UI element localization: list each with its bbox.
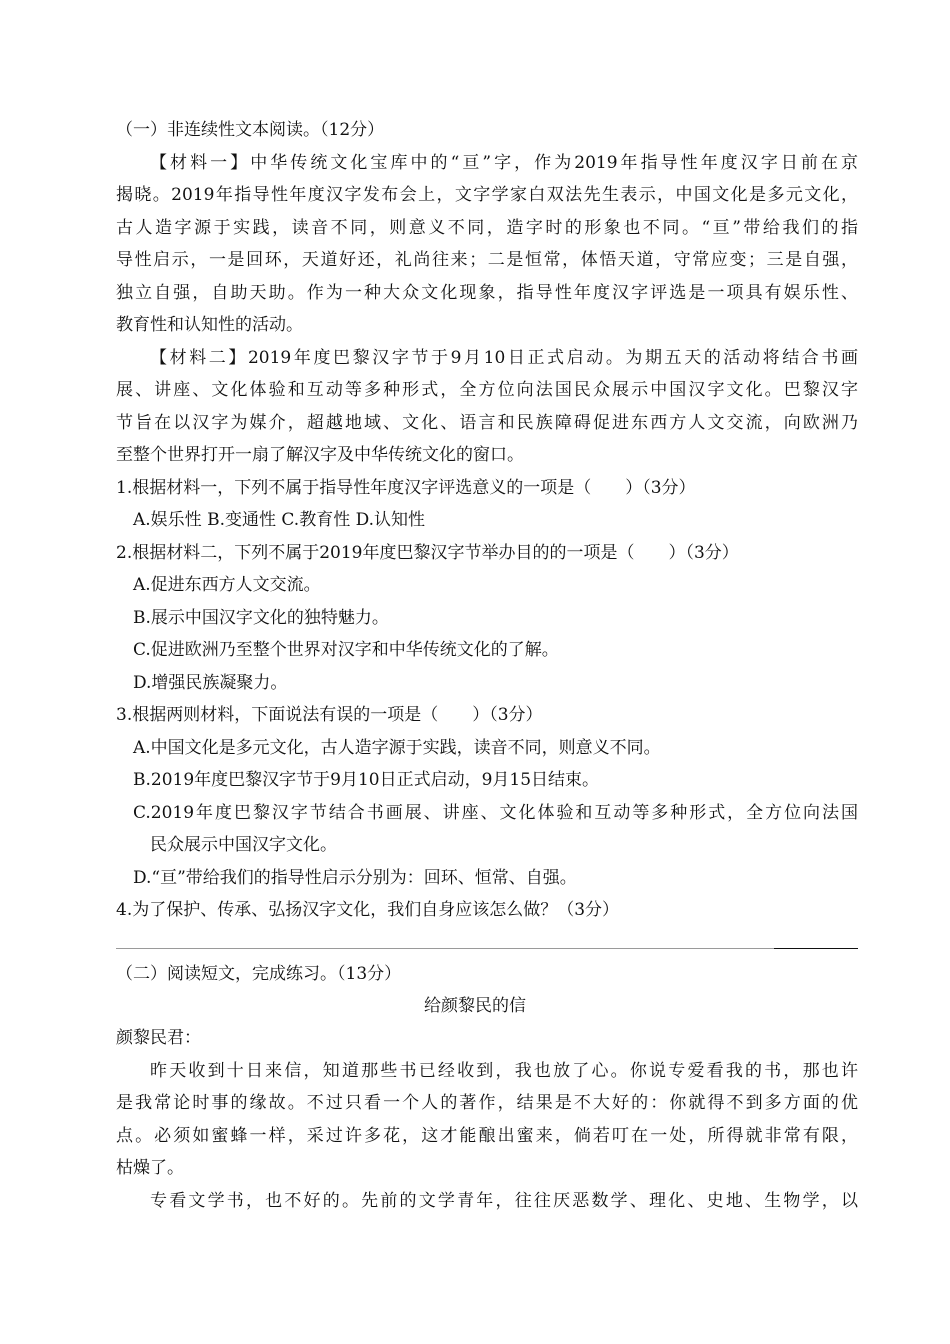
material2-line: 【材料二】2019年度巴黎汉字节于9月10日正式启动。为期五天的活动将结合书画 <box>150 348 858 368</box>
question-2-option-b: B.展示中国汉字文化的独特魅力。 <box>133 608 389 628</box>
question-1-stem: 1.根据材料一，下列不属于指导性年度汉字评选意义的一项是（ ）（3分） <box>116 478 696 498</box>
question-1-options: A.娱乐性 B.变通性 C.教育性 D.认知性 <box>133 510 426 530</box>
material1-line: 古人造字源于实践，读音不同，则意义不同，造字时的形象也不同。“亘”带给我们的指 <box>116 218 858 238</box>
material2-line: 至整个世界打开一扇了解汉字及中华传统文化的窗口。 <box>116 445 524 465</box>
article-title: 给颜黎民的信 <box>424 996 526 1016</box>
letter-paragraph-line: 昨天收到十日来信，知道那些书已经收到，我也放了心。你说专爱看我的书，那也许 <box>150 1061 858 1081</box>
answer-line-segment <box>774 948 858 949</box>
question-3-option-b: B.2019年度巴黎汉字节于9月10日正式启动，9月15日结束。 <box>133 770 600 790</box>
letter-salutation: 颜黎民君： <box>116 1028 201 1048</box>
question-4-stem: 4.为了保护、传承、弘扬汉字文化，我们自身应该怎么做？（3分） <box>116 900 620 920</box>
question-2-option-c: C.促进欧洲乃至整个世界对汉字和中华传统文化的了解。 <box>133 640 559 660</box>
letter-paragraph-line: 点。必须如蜜蜂一样，采过许多花，这才能酿出蜜来，倘若叮在一处，所得就非常有限， <box>116 1126 858 1146</box>
letter-paragraph-line: 枯燥了。 <box>116 1158 184 1178</box>
material2-line: 展、讲座、文化体验和互动等多种形式，全方位向法国民众展示中国汉字文化。巴黎汉字 <box>116 380 858 400</box>
question-3-option-c: C.2019年度巴黎汉字节结合书画展、讲座、文化体验和互动等多种形式，全方位向法国 <box>133 803 858 823</box>
material1-line: 导性启示，一是回环，天道好还，礼尚往来；二是恒常，体悟天道，守常应变；三是自强， <box>116 250 858 270</box>
material1-line: 教育性和认知性的活动。 <box>116 315 303 335</box>
material2-line: 节旨在以汉字为媒介，超越地域、文化、语言和民族障碍促进东西方人文交流，向欧洲乃 <box>116 413 858 433</box>
section2-heading: （二）阅读短文，完成练习。（13分） <box>116 964 402 984</box>
question-3-option-d: D.“亘”带给我们的指导性启示分别为：回环、恒常、自强。 <box>133 868 577 888</box>
section1-heading: （一）非连续性文本阅读。（12分） <box>116 120 385 140</box>
question-3-option-a: A.中国文化是多元文化，古人造字源于实践，读音不同，则意义不同。 <box>133 738 661 758</box>
answer-line <box>116 948 858 949</box>
letter-paragraph-line: 是我常论时事的缘故。不过只看一个人的著作，结果是不大好的：你就得不到多方面的优 <box>116 1093 858 1113</box>
question-2-option-a: A.促进东西方人文交流。 <box>133 575 321 595</box>
question-2-option-d: D.增强民族凝聚力。 <box>133 673 288 693</box>
question-2-stem: 2.根据材料二，下列不属于2019年度巴黎汉字节举办目的的一项是（ ）（3分） <box>116 543 739 563</box>
question-3-option-c-continued: 民众展示中国汉字文化。 <box>150 835 337 855</box>
material1-line: 【材料一】中华传统文化宝库中的“亘”字，作为2019年指导性年度汉字日前在京 <box>150 153 858 173</box>
letter-paragraph-line: 专看文学书，也不好的。先前的文学青年，往往厌恶数学、理化、史地、生物学，以 <box>150 1191 858 1211</box>
material1-line: 揭晓。2019年指导性年度汉字发布会上，文字学家白双法先生表示，中国文化是多元文化， <box>116 185 858 205</box>
question-3-stem: 3.根据两则材料，下面说法有误的一项是（ ）（3分） <box>116 705 543 725</box>
material1-line: 独立自强，自助天助。作为一种大众文化现象，指导性年度汉字评选是一项具有娱乐性、 <box>116 283 858 303</box>
